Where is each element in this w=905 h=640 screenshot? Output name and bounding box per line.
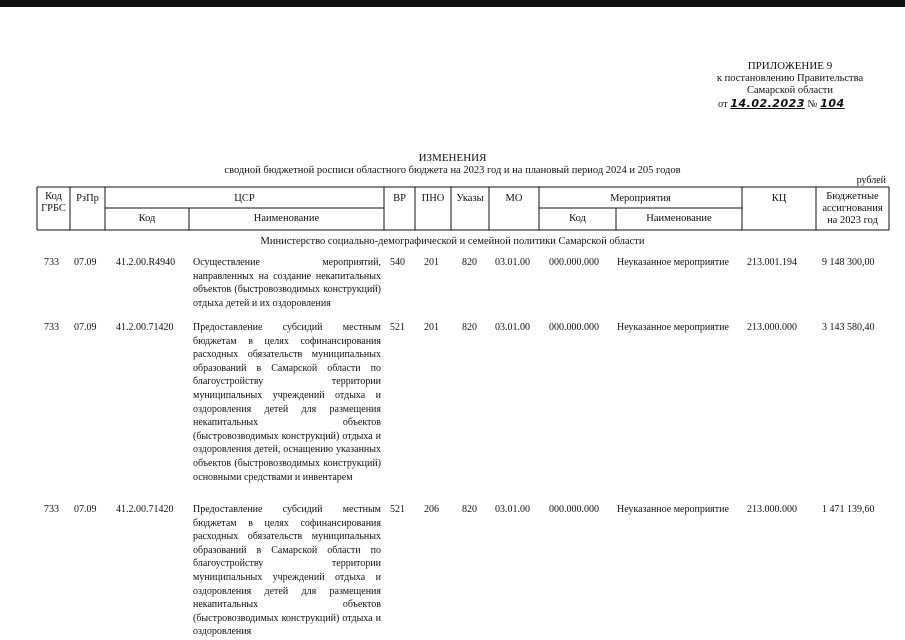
row-2-kc: 213.000.000 <box>747 322 797 333</box>
document-title: ИЗМЕНЕНИЯ <box>418 152 487 164</box>
row-3-ukazy: 820 <box>462 504 477 515</box>
row-2-csr: 41.2.00.71420 <box>116 322 174 333</box>
row-2-pno: 201 <box>424 322 439 333</box>
row-2-ukazy: 820 <box>462 322 477 333</box>
row-3-amount: 1 471 139,60 <box>822 504 875 515</box>
row-3-kc: 213.000.000 <box>747 504 797 515</box>
row-1-ukazy: 820 <box>462 257 477 268</box>
row-3-pno: 206 <box>424 504 439 515</box>
row-1-pno: 201 <box>424 257 439 268</box>
row-1-name: Осуществление мероприятий, направленных на создание некапитальных объектов (быстровозводимых конструкций) отдыха детей и их оздоровления <box>193 257 381 309</box>
header-kc: КЦ <box>771 193 787 204</box>
row-1-mer-kod: 000.000.000 <box>549 257 599 268</box>
header-pno: ПНО <box>421 193 445 204</box>
row-1-kc: 213.001.194 <box>747 257 797 268</box>
appendix-line-3: Самарской области <box>747 85 833 96</box>
header-mo: МО <box>505 193 523 204</box>
row-3-vr: 521 <box>390 504 405 515</box>
header-ukazy: Указы <box>456 193 484 204</box>
row-2-name: Предоставление субсидий местным бюджетам в целях софинансирования расходных обязательств муниципальных образований в Самарской области по благоустройству территории муниципальных учреждений отдыха и оздоровления детей для размещения некапитальных объектов (быстровозводимых конструкций) отдыха и оздоровления детей, оснащению указанных объектов (быстровозводимых конструкций) основными средствами и инвентарем <box>193 322 381 483</box>
row-3-csr: 41.2.00.71420 <box>116 504 174 515</box>
header-mer-kod: Код <box>569 213 586 224</box>
row-2-mer-kod: 000.000.000 <box>549 322 599 333</box>
row-3-mer-kod: 000.000.000 <box>549 504 599 515</box>
row-1-rzpr: 07.09 <box>74 257 97 268</box>
header-rzpr: РзПр <box>76 193 99 204</box>
header-csr: ЦСР <box>234 193 255 204</box>
row-2-amount: 3 143 580,40 <box>822 322 875 333</box>
units-label: рублей <box>856 175 886 186</box>
date-prefix: от <box>718 98 728 110</box>
row-2-mer-name: Неуказанное мероприятие <box>617 322 729 333</box>
row-1-mer-name: Неуказанное мероприятие <box>617 257 729 268</box>
row-1-grbs: 733 <box>44 257 59 268</box>
document-subtitle: сводной бюджетной росписи областного бюджета на 2023 год и на плановый период 2024 и 205 годов <box>224 165 681 176</box>
header-kod-grbs: Код ГРБС <box>41 191 66 214</box>
ministry-heading: Министерство социально-демографической и семейной политики Самарской области <box>260 236 645 247</box>
number-prefix: № <box>807 98 818 110</box>
header-meropriyatiya: Мероприятия <box>610 193 671 204</box>
header-csr-kod: Код <box>138 213 156 224</box>
row-3-grbs: 733 <box>44 504 59 515</box>
row-3-mer-name: Неуказанное мероприятие <box>617 504 729 515</box>
row-2-rzpr: 07.09 <box>74 322 97 333</box>
header-vr: ВР <box>393 193 406 204</box>
appendix-line-2: к постановлению Правительства <box>716 72 864 84</box>
row-1-csr: 41.2.00.R4940 <box>116 257 176 268</box>
header-mer-name: Наименование <box>646 213 712 224</box>
header-budget: Бюджетные ассигнования на 2023 год <box>822 191 883 226</box>
header-csr-name: Наименование <box>253 213 320 224</box>
row-2-grbs: 733 <box>44 322 59 333</box>
appendix-title: ПРИЛОЖЕНИЕ 9 <box>747 60 833 72</box>
row-2-vr: 521 <box>390 322 405 333</box>
row-3-rzpr: 07.09 <box>74 504 97 515</box>
row-2-mo: 03.01.00 <box>495 322 530 333</box>
row-1-vr: 540 <box>390 257 405 268</box>
row-3-mo: 03.01.00 <box>495 504 530 515</box>
handwritten-number: 104 <box>820 96 845 110</box>
handwritten-date: 14.02.2023 <box>730 96 805 110</box>
row-1-amount: 9 148 300,00 <box>822 257 875 268</box>
row-1-mo: 03.01.00 <box>495 257 530 268</box>
row-3-name: Предоставление субсидий местным бюджетам в целях софинансирования расходных обязательств муниципальных образований в Самарской области по благоустройству территории муниципальных учреждений отдыха и оздоровления детей для размещения некапитальных объектов (быстровозводимых конструкций) отдыха и оздоровления <box>193 504 381 638</box>
